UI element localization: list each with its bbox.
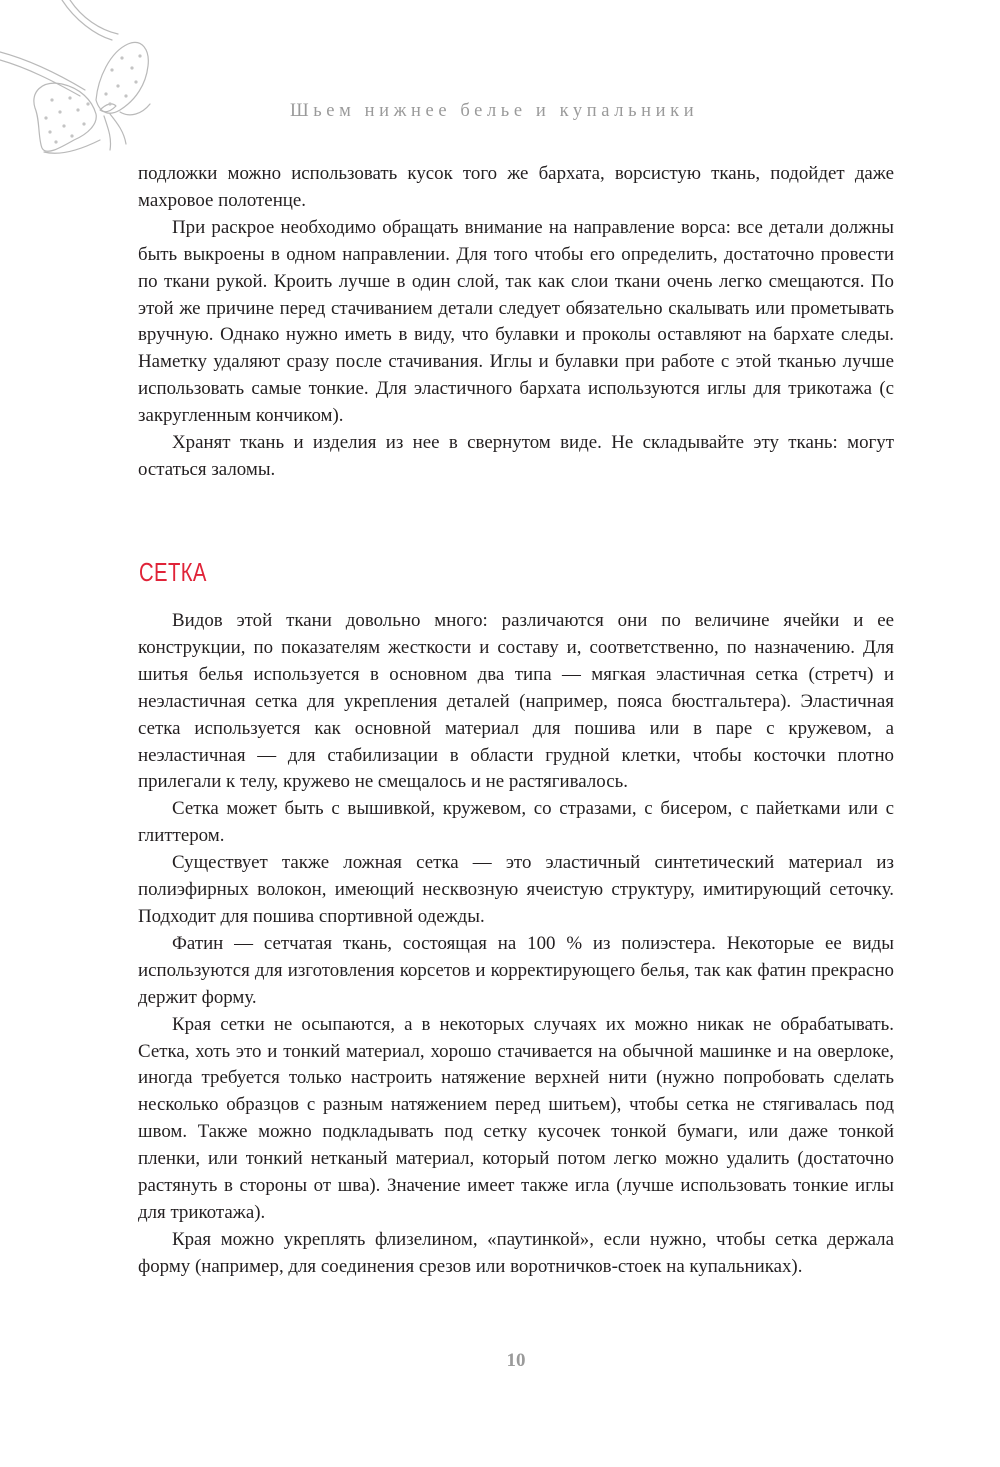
paragraph: Хранят ткань и изделия из нее в свернутом виде. Не складывайте эту ткань: могут остаться заломы. <box>138 432 894 480</box>
section-text-block <box>138 608 894 1281</box>
paragraph: подложки можно использовать кусок того же бархата, ворсистую ткань, подойдет даже махровое полотенце. <box>138 163 894 211</box>
paragraph: При раскрое необходимо обращать внимание на направление ворса: все детали должны быть выкроены в одном направлении. Для того чтобы его определить, достаточно провести по ткани рукой. Кроить лучше в один слой, так как слои ткани очень легко смещаются. По этой же причине перед стачиванием детали следует обязательно скалывать или прометывать вручную. Однако нужно иметь в виду, что булавки и проколы оставляют на бархате следы. Наметку удаляют сразу после стачивания. Иглы и булавки при работе с этой тканью лучше использовать самые тонкие. Для эластичного бархата используются иглы для трикотажа (с закругленным кончиком). <box>138 216 894 427</box>
intro-text-block <box>138 161 894 484</box>
page-number: 10 <box>506 1350 526 1371</box>
paragraph: Края можно укреплять флизелином, «паутинкой», если нужно, чтобы сетка держала форму (например, для соединения срезов или воротничков-стоек на купальниках). <box>138 1228 894 1277</box>
paragraph: Видов этой ткани довольно много: различаются они по величине ячейки и ее конструкции, по показателям жесткости и составу и, соответственно, по назначению. Для шитья белья используется в основном два типа — мягкая эластичная сетка (стретч) и неэластичная сетка для укрепления деталей (например, пояса бюстгальтера). Эластичная сетка используется как основной материал для пошива или в паре с кружевом, а неэластичная — для стабилизации в области грудной клетки, чтобы косточки плотно прилегали к телу, кружево не смещалось и не растягивалось. <box>138 610 894 793</box>
bra-sketch-icon <box>0 0 190 170</box>
paragraph: Края сетки не осыпаются, а в некоторых случаях их можно никак не обрабатывать. Сетка, хоть это и тонкий материал, хорошо стачивается на обычной машинке и на оверлоке, иногда требуется только настроить натяжение верхней нити (нужно попробовать сделать несколько образцов с разным натяжением перед шитьем), чтобы сетка не стягивалась под швом. Также можно подкладывать под сетку кусочек тонкой бумаги, или даже тонкой пленки, или тонкий нетканый материал, который потом легко можно удалить (достаточно растянуть в стороны от шва). Значение имеет также игла (лучше использовать тонкие иглы для трикотажа). <box>138 1013 894 1223</box>
section-heading: СЕТКА <box>139 557 207 587</box>
paragraph: Фатин — сетчатая ткань, состоящая на 100 % из полиэстера. Некоторые ее виды используются для изготовления корсетов и корректирующего белья, так как фатин прекрасно держит форму. <box>138 932 894 1008</box>
paragraph: Существует также ложная сетка — это эластичный синтетический материал из полиэфирных волокон, имеющий несквозную ячеистую структуру, имитирующий сеточку. Подходит для пошива спортивной одежды. <box>138 852 894 927</box>
running-header: Шьем нижнее белье и купальники <box>290 101 699 121</box>
paragraph: Сетка может быть с вышивкой, кружевом, со стразами, с бисером, с пайетками или с глиттером. <box>138 798 894 847</box>
